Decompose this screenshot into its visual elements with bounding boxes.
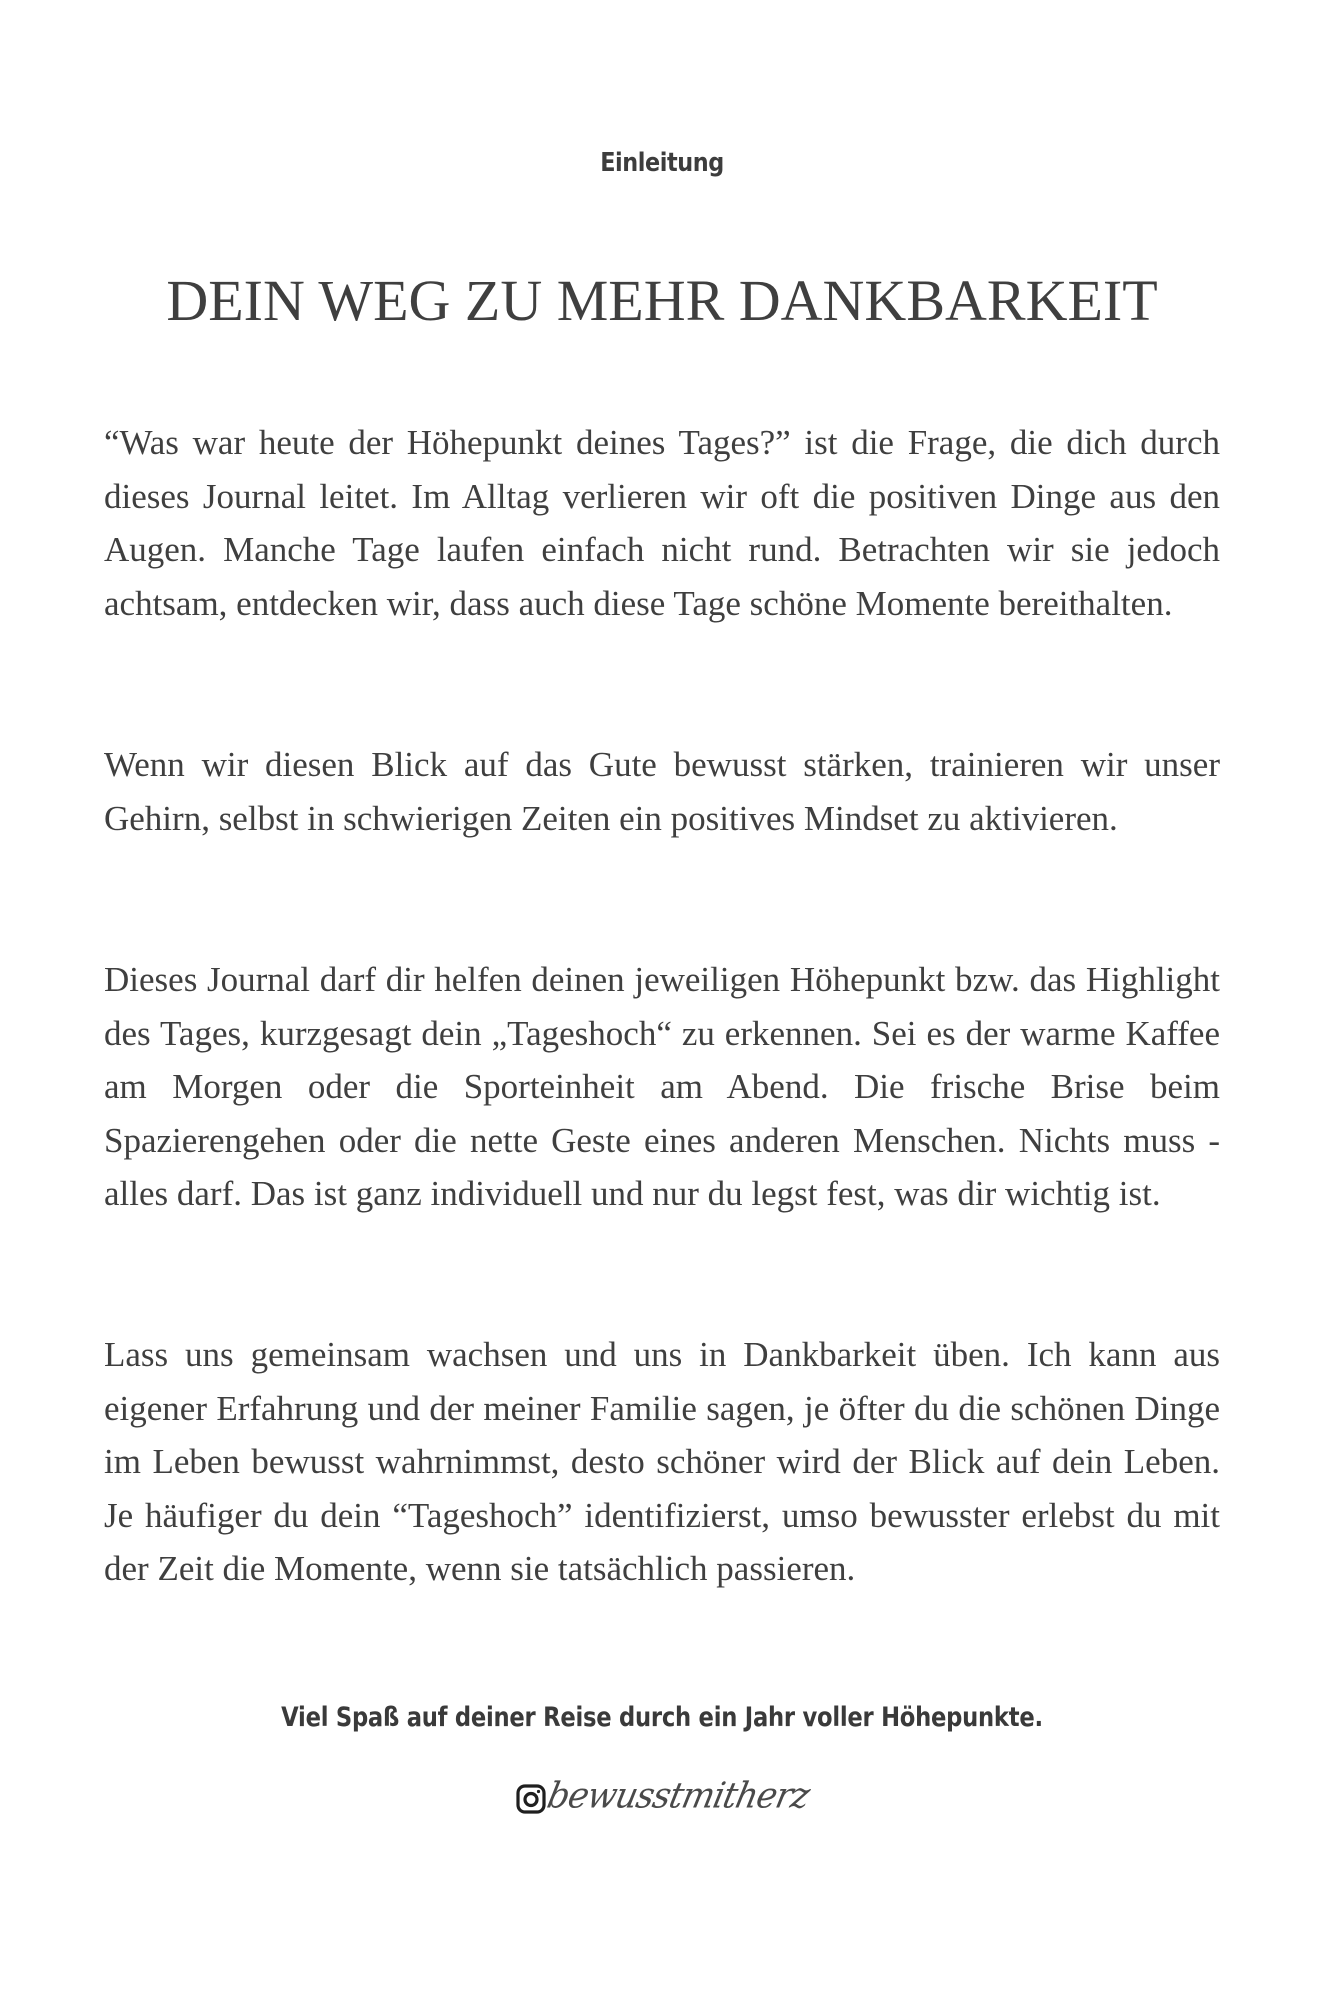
closing-line: Viel Spaß auf deiner Reise durch ein Jahr voller Höhepunkte. (281, 1702, 1043, 1733)
tageshoch-paragraph: Dieses Journal darf dir helfen deinen jeweiligen Höhepunkt bzw. das Highlight des Tages, kurzgesagt dein „Tageshoch“ zu erkennen. Sei es der warme Kaffee am Morgen oder die Sporteinheit am Abend. Die frische Brise beim Spazierengehen oder die nette Geste eines anderen Menschen. Nichts muss - alles darf. Das ist ganz individuell und nur du legst fest, was dir wichtig ist. (104, 960, 1220, 1214)
growth-paragraph: Lass uns gemeinsam wachsen und uns in Dankbarkeit üben. Ich kann aus eigener Erfahrung und der meiner Familie sagen, je öfter du die schönen Dinge im Leben bewusst wahrnimmst, desto schöner wird der Blick auf dein Leben. Je häufiger du dein “Tageshoch” identifizierst, umso bewusster erlebst du mit der Zeit die Momente, wenn sie tatsächlich passieren. (104, 1335, 1220, 1589)
intro-paragraph: “Was war heute der Höhepunkt deines Tages?” ist die Frage, die dich durch dieses Journal leitet. Im Alltag verlieren wir oft die positiven Dinge aus den Augen. Manche Tage laufen einfach nicht rund. Betrachten wir sie jedoch achtsam, entdecken wir, dass auch diese Tage schöne Momente bereithalten. (104, 423, 1220, 623)
page-title: DEIN WEG ZU MEHR DANKBARKEIT (166, 268, 1158, 333)
instagram-handle: bewusstmitherz (543, 1775, 813, 1817)
section-label: Einleitung (600, 148, 724, 178)
social-handle (0, 1776, 1324, 1816)
instagram-icon (516, 1784, 546, 1814)
mindset-paragraph: Wenn wir diesen Blick auf das Gute bewusst stärken, trainieren wir unser Gehirn, selbst in schwierigen Zeiten ein positives Mindset zu aktivieren. (104, 745, 1220, 838)
